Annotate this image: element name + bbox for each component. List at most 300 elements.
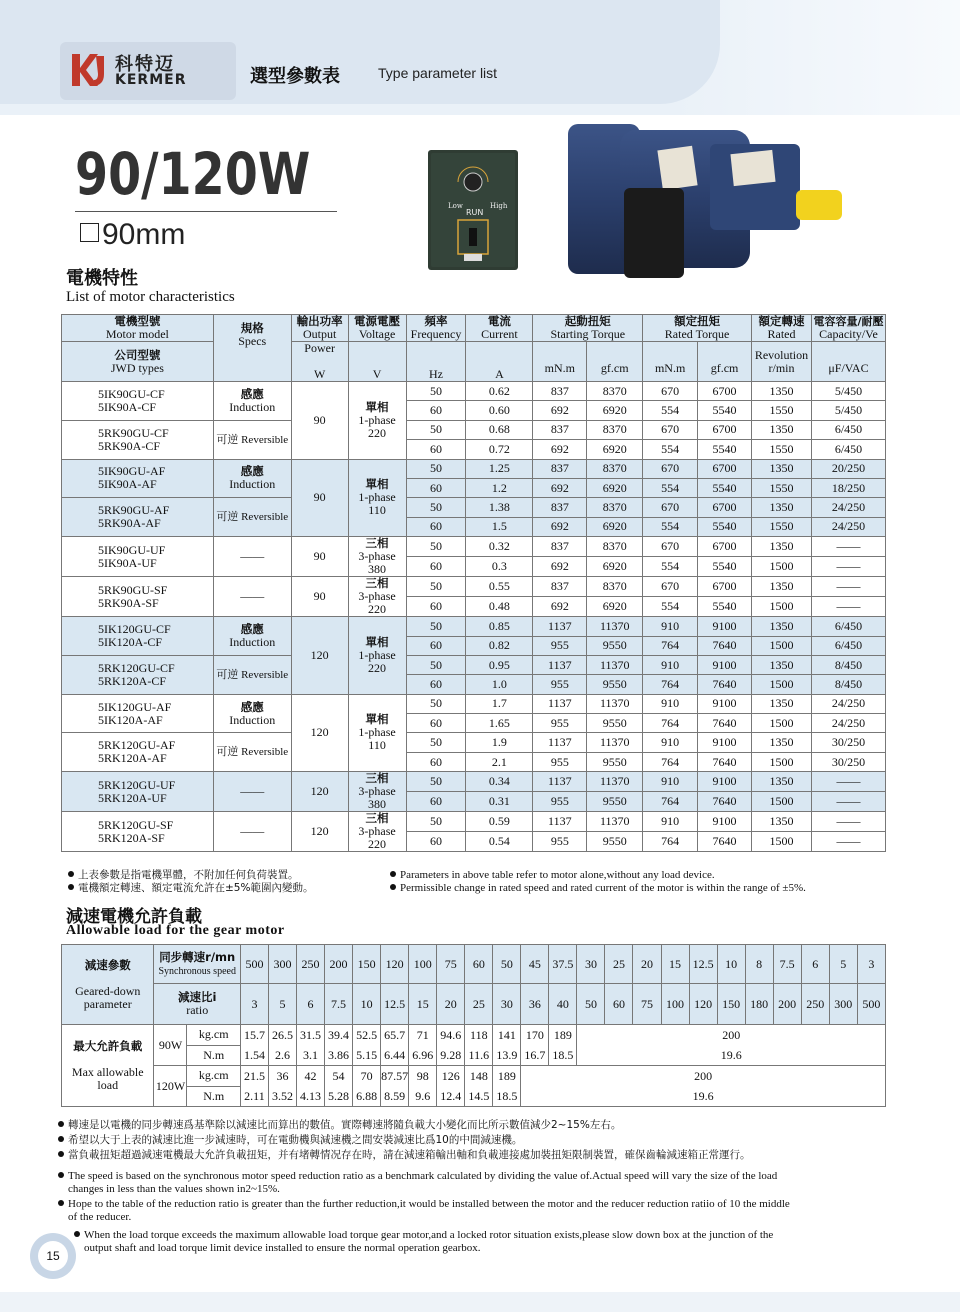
value-cell: 955 — [533, 675, 587, 694]
load-cell — [297, 1066, 325, 1107]
value-cell: 1500 — [752, 597, 812, 617]
load-nm: 3.86 — [328, 1047, 350, 1062]
unit-kgcm: kg.cm — [187, 1066, 239, 1087]
value-cell: 8370 — [587, 459, 643, 478]
value-cell: 9100 — [698, 772, 752, 792]
value-cell: 554 — [643, 597, 698, 617]
header-current-cn: 電流 — [487, 314, 511, 328]
unit-stack — [187, 1025, 239, 1065]
model-name: 5IK90GU-CF — [98, 386, 165, 401]
load-cell — [577, 1025, 886, 1066]
value-cell: —— — [811, 537, 885, 557]
voltage-cell — [348, 537, 406, 577]
note4-en — [58, 1198, 868, 1224]
value-cell: 692 — [533, 478, 587, 497]
ratio-cell: 250 — [801, 984, 829, 1025]
value-cell: —— — [811, 792, 885, 812]
value-cell: 6700 — [698, 420, 752, 439]
value-cell: 11370 — [587, 694, 643, 713]
voltage-cell — [348, 812, 406, 852]
note3-cn — [58, 1119, 621, 1132]
load-nm: 2.6 — [274, 1047, 290, 1062]
speed-cell: 6 — [801, 945, 829, 984]
voltage-text: 1-phase — [358, 412, 396, 427]
model-name: 5RK120GU-SF — [98, 817, 174, 832]
ratio-cell: 500 — [857, 984, 885, 1025]
value-cell: 910 — [643, 694, 698, 713]
value-cell: 6920 — [587, 401, 643, 420]
speed-cell: 5 — [829, 945, 857, 984]
value-cell: 6920 — [587, 597, 643, 617]
voltage-cell — [348, 382, 406, 460]
page-number: 15 — [38, 1241, 68, 1271]
specs-text: 可逆 Reversible — [216, 746, 289, 759]
value-cell: 7640 — [698, 752, 752, 771]
value-cell: 6700 — [698, 382, 752, 401]
power-cell: 120 — [291, 694, 348, 772]
value-cell: 955 — [533, 714, 587, 733]
value-cell: 18/250 — [811, 478, 885, 497]
value-cell: 8370 — [587, 420, 643, 439]
ratio-cell: 100 — [661, 984, 689, 1025]
value-cell: 24/250 — [811, 498, 885, 517]
note2-cn-text: 電機額定轉速、額定電流允許在±5%範圍內變動。 — [78, 882, 314, 894]
model-cell — [62, 655, 214, 694]
load-cell — [465, 1066, 493, 1107]
value-cell: 0.60 — [466, 401, 533, 420]
bullet-icon — [390, 884, 396, 890]
load-cell — [409, 1025, 437, 1066]
param-en1: Geared-down — [75, 983, 141, 998]
model-name: 5RK120GU-AF — [98, 738, 176, 753]
speed-cell: 30 — [577, 945, 605, 984]
load-kg: 15.7 — [243, 1027, 265, 1042]
table-row — [62, 577, 886, 597]
specs-text: 可逆 Reversible — [216, 433, 289, 446]
table-row — [62, 382, 886, 401]
value-cell: 955 — [533, 636, 587, 655]
value-cell: 910 — [643, 733, 698, 752]
page-title-en: Type parameter list — [378, 65, 498, 81]
voltage-text: 三相 — [365, 576, 389, 591]
bullet-icon — [58, 1121, 64, 1127]
value-cell: 1.9 — [466, 733, 533, 752]
value-cell: 1550 — [752, 401, 812, 420]
value-cell: 1137 — [533, 694, 587, 713]
load-nm: 3.1 — [303, 1047, 319, 1062]
speed-cell: 100 — [409, 945, 437, 984]
header-rated-mnm: mN.m — [654, 360, 686, 375]
value-cell: 0.32 — [466, 537, 533, 557]
value-cell: 6700 — [698, 459, 752, 478]
ratio-cell: 25 — [465, 984, 493, 1025]
value-cell: 7640 — [698, 636, 752, 655]
model-name: 5RK120GU-UF — [98, 777, 176, 792]
value-cell: 24/250 — [811, 714, 885, 733]
bullet-icon — [68, 884, 74, 890]
header-output-en: Output — [302, 327, 337, 341]
load-nm: 8.59 — [384, 1088, 406, 1103]
value-cell: 60 — [406, 714, 466, 733]
ratio-row — [62, 984, 886, 1025]
value-cell: 910 — [643, 772, 698, 792]
value-cell: 11370 — [587, 617, 643, 636]
value-cell: 5540 — [698, 597, 752, 617]
bullet-icon — [390, 871, 396, 877]
value-cell: 7640 — [698, 792, 752, 812]
value-cell: 50 — [406, 498, 466, 517]
load-row-kgcm — [62, 1025, 886, 1066]
specs-text: Induction — [229, 477, 276, 492]
note4-en-text-a: Hope to the table of the reduction ratio is greater than the further reduction,it would be installed between the motor and the reducer reduction ratiio of 10 the middle — [68, 1198, 790, 1210]
header-rated-cn: 額定扭矩 — [674, 314, 721, 328]
specs-cell — [213, 655, 291, 694]
speed-cell: 200 — [325, 945, 353, 984]
voltage-text: 220 — [368, 602, 387, 617]
load-nm: 1.54 — [243, 1047, 265, 1062]
load-en1: Max allowable — [71, 1064, 144, 1079]
value-cell: —— — [811, 557, 885, 577]
load-max-nm: 19.6 — [720, 1047, 742, 1062]
note5-cn — [58, 1149, 751, 1162]
value-cell: 9550 — [587, 832, 643, 852]
model-cell — [62, 537, 214, 577]
value-cell: 11370 — [587, 812, 643, 832]
value-cell: 1137 — [533, 617, 587, 636]
allowable-load-table — [61, 944, 886, 1107]
value-cell: 0.68 — [466, 420, 533, 439]
value-cell: 9100 — [698, 617, 752, 636]
speed-cell: 10 — [717, 945, 745, 984]
param-en2: parameter — [83, 996, 132, 1011]
load-kg: 189 — [553, 1027, 572, 1042]
model-name: 5IK90A-AF — [98, 477, 157, 492]
header-power: Power — [304, 341, 335, 355]
specs-cell — [213, 537, 291, 577]
specs-cell — [213, 382, 291, 421]
value-cell: 50 — [406, 420, 466, 439]
table-row — [62, 420, 886, 439]
load-nm: 5.28 — [328, 1088, 350, 1103]
value-cell: 1.7 — [466, 694, 533, 713]
value-cell: 5540 — [698, 517, 752, 536]
value-cell: 0.3 — [466, 557, 533, 577]
voltage-cell — [348, 459, 406, 537]
load-nm: 6.88 — [356, 1088, 378, 1103]
value-cell: 11370 — [587, 655, 643, 674]
value-cell: 955 — [533, 752, 587, 771]
voltage-text: 380 — [368, 797, 387, 812]
value-cell: 5/450 — [811, 382, 885, 401]
value-cell: 692 — [533, 597, 587, 617]
voltage-text: 220 — [368, 660, 387, 675]
speed-cell: 500 — [240, 945, 268, 984]
power-cell: 90 — [291, 537, 348, 577]
kermer-logo-icon — [68, 50, 112, 90]
value-cell: 6/450 — [811, 617, 885, 636]
model-name: 5IK120GU-AF — [98, 699, 172, 714]
model-name: 5RK90GU-AF — [98, 503, 170, 518]
value-cell: 764 — [643, 752, 698, 771]
header-freq-cn: 頻率 — [424, 314, 448, 328]
value-cell: 30/250 — [811, 752, 885, 771]
value-cell: 9550 — [587, 792, 643, 812]
speed-cell: 12.5 — [689, 945, 717, 984]
power-label-cell — [154, 1066, 240, 1107]
value-cell: 20/250 — [811, 459, 885, 478]
value-cell: 764 — [643, 792, 698, 812]
header-freq-en: Frequency — [410, 327, 462, 341]
value-cell: 670 — [643, 382, 698, 401]
voltage-text: 1-phase — [358, 647, 396, 662]
header-model-cn: 電機型號 — [114, 314, 161, 328]
value-cell: 1500 — [752, 792, 812, 812]
value-cell: 1.38 — [466, 498, 533, 517]
value-cell: 1500 — [752, 752, 812, 771]
voltage-text: 3-phase — [358, 824, 396, 839]
value-cell: 1500 — [752, 832, 812, 852]
specs-text: 感應 — [240, 622, 264, 637]
load-cell — [297, 1025, 325, 1066]
bullet-icon — [68, 871, 74, 877]
value-cell: 60 — [406, 401, 466, 420]
value-cell: 60 — [406, 597, 466, 617]
load-kg: 31.5 — [300, 1027, 322, 1042]
value-cell: 0.59 — [466, 812, 533, 832]
voltage-text: 380 — [368, 562, 387, 577]
value-cell: 8370 — [587, 498, 643, 517]
table-row — [62, 694, 886, 713]
model-cell — [62, 733, 214, 772]
load-cell — [381, 1025, 409, 1066]
table-row — [62, 655, 886, 674]
value-cell: 50 — [406, 655, 466, 674]
voltage-text: 1-phase — [358, 490, 396, 505]
gear-section-title-cn: 減速電機允許負載 — [66, 907, 202, 927]
value-cell: 670 — [643, 498, 698, 517]
note4-cn-text: 希望以大于上表的減速比進一步減速時，可在電動機與減速機之間安裝減速比爲10的中間減速機。 — [68, 1134, 523, 1146]
value-cell: 837 — [533, 577, 587, 597]
specs-cell — [213, 694, 291, 733]
voltage-text: 3-phase — [358, 589, 396, 604]
value-cell: 692 — [533, 401, 587, 420]
model-cell — [62, 498, 214, 537]
value-cell: 0.48 — [466, 597, 533, 617]
frame-size — [80, 218, 185, 252]
load-kg: 36 — [276, 1068, 289, 1083]
load-nm: 13.9 — [496, 1047, 518, 1062]
value-cell: 60 — [406, 832, 466, 852]
load-nm: 9.28 — [440, 1047, 462, 1062]
param-cell — [62, 945, 154, 1025]
value-cell: 60 — [406, 752, 466, 771]
header-specs-cn: 規格 — [240, 321, 264, 335]
value-cell: 1350 — [752, 577, 812, 597]
table-row — [62, 772, 886, 792]
model-cell — [62, 772, 214, 812]
load-kg: 141 — [497, 1027, 516, 1042]
value-cell: 60 — [406, 636, 466, 655]
power-label-cell — [154, 1025, 240, 1066]
ratio-cell: 75 — [633, 984, 661, 1025]
model-cell — [62, 694, 214, 733]
load-nm: 2.11 — [244, 1088, 265, 1103]
load-cell — [409, 1066, 437, 1107]
model-name: 5IK90GU-AF — [98, 464, 166, 479]
load-cell — [493, 1066, 521, 1107]
load-kg: 54 — [332, 1068, 345, 1083]
ratio-cell: 3 — [240, 984, 268, 1025]
value-cell: 0.31 — [466, 792, 533, 812]
voltage-text: 220 — [368, 425, 387, 440]
specs-text: Induction — [229, 635, 276, 650]
value-cell: 1350 — [752, 733, 812, 752]
speed-cell: 15 — [661, 945, 689, 984]
value-cell: 0.82 — [466, 636, 533, 655]
load-cell — [465, 1025, 493, 1066]
value-cell: 60 — [406, 675, 466, 694]
header-cap-en: Capacity/Ve — [819, 327, 878, 341]
value-cell: 910 — [643, 617, 698, 636]
value-cell: —— — [811, 577, 885, 597]
speed-cell: 45 — [521, 945, 549, 984]
specs-cell — [213, 812, 291, 852]
value-cell: 6/450 — [811, 420, 885, 439]
unit-stack — [187, 1066, 239, 1106]
load-max-nm: 19.6 — [692, 1088, 714, 1103]
note2-en — [390, 882, 806, 895]
value-cell: 554 — [643, 440, 698, 459]
value-cell: 955 — [533, 832, 587, 852]
load-nm: 18.5 — [552, 1047, 574, 1062]
speed-controller-image — [428, 150, 518, 270]
note1-en-text: Parameters in above table refer to motor alone,without any load device. — [400, 869, 715, 881]
value-cell: 6920 — [587, 517, 643, 536]
value-cell: 670 — [643, 420, 698, 439]
header-jwd-cn: 公司型號 — [114, 347, 161, 362]
value-cell: 1350 — [752, 382, 812, 401]
load-kg: 118 — [470, 1027, 488, 1042]
frame-size-value: 90mm — [102, 218, 186, 251]
value-cell: 0.54 — [466, 832, 533, 852]
value-cell: 2.1 — [466, 752, 533, 771]
value-cell: 5540 — [698, 557, 752, 577]
value-cell: 50 — [406, 733, 466, 752]
sync-cn: 同步轉速r/mn — [159, 949, 236, 964]
power-cell: 120 — [291, 617, 348, 695]
load-kg: 52.5 — [356, 1027, 378, 1042]
load-nm: 5.15 — [356, 1047, 378, 1062]
ratio-cell: 200 — [773, 984, 801, 1025]
value-cell: 5540 — [698, 401, 752, 420]
value-cell: —— — [811, 832, 885, 852]
value-cell: 6/450 — [811, 440, 885, 459]
ratio-cell: 7.5 — [325, 984, 353, 1025]
header-start-gfcm: gf.cm — [600, 360, 629, 375]
value-cell: 5/450 — [811, 401, 885, 420]
value-cell: —— — [811, 772, 885, 792]
value-cell: 50 — [406, 537, 466, 557]
load-kg: 148 — [469, 1068, 488, 1083]
note5-en-text-a: When the load torque exceeds the maximum allowable load torque gear motor,and a locked rotor situation exists,please slow down box at the junction of the — [84, 1229, 774, 1241]
value-cell: —— — [811, 597, 885, 617]
ratio-cell: 6 — [297, 984, 325, 1025]
value-cell: 554 — [643, 401, 698, 420]
ratio-cell: 36 — [521, 984, 549, 1025]
table-header-row — [62, 315, 886, 342]
value-cell: 50 — [406, 772, 466, 792]
value-cell: 6700 — [698, 577, 752, 597]
value-cell: 60 — [406, 792, 466, 812]
value-cell: 9550 — [587, 675, 643, 694]
specs-text: Induction — [229, 712, 276, 727]
power-cell: 90 — [291, 382, 348, 460]
ratio-cell: 150 — [717, 984, 745, 1025]
model-name: 5RK90A-SF — [98, 595, 159, 610]
value-cell: 60 — [406, 478, 466, 497]
value-cell: 6/450 — [811, 636, 885, 655]
value-cell: 9100 — [698, 733, 752, 752]
power-cell: 120 — [291, 812, 348, 852]
table-header-row-2 — [62, 342, 886, 382]
value-cell: 0.62 — [466, 382, 533, 401]
value-cell: 1137 — [533, 772, 587, 792]
load-kg: 39.4 — [328, 1027, 350, 1042]
unit-kgcm: kg.cm — [187, 1025, 239, 1046]
note1-en — [390, 869, 715, 882]
value-cell: 8/450 — [811, 655, 885, 674]
model-cell — [62, 617, 214, 656]
value-cell: 670 — [643, 459, 698, 478]
load-kg: 65.7 — [384, 1027, 406, 1042]
value-cell: 1350 — [752, 420, 812, 439]
value-cell: 11370 — [587, 733, 643, 752]
header-output-cn: 輸出功率 — [296, 314, 343, 328]
header-start-mnm: mN.m — [544, 360, 575, 375]
power-label: 90W — [154, 1025, 187, 1065]
specs-cell — [213, 498, 291, 537]
voltage-text: 單相 — [365, 477, 389, 492]
value-cell: 764 — [643, 636, 698, 655]
note3-en-text-a: The speed is based on the synchronous motor speed reduction ratio as a benchmark calculated by dividing the value of.Actual speed will vary the size of the load — [68, 1170, 778, 1182]
ratio-cn: 減速比i — [177, 990, 217, 1004]
load-max-kg: 200 — [722, 1027, 741, 1042]
load-nm: 3.52 — [271, 1088, 293, 1103]
motor-section-title-cn: 電機特性 — [66, 268, 138, 289]
value-cell: 0.34 — [466, 772, 533, 792]
load-kg: 70 — [360, 1068, 373, 1083]
note5-en-text-b: output shaft and load torque limit device installed to ensure the normal operation gearbox. — [84, 1242, 481, 1254]
power-cell: 120 — [291, 772, 348, 812]
note1-cn — [68, 869, 299, 882]
value-cell: 6920 — [587, 557, 643, 577]
note2-cn — [68, 882, 313, 895]
voltage-cell — [348, 577, 406, 617]
value-cell: 1500 — [752, 557, 812, 577]
ratio-cell: 120 — [689, 984, 717, 1025]
ratio-en: ratio — [186, 1003, 209, 1017]
speed-cell: 7.5 — [773, 945, 801, 984]
speed-cell: 60 — [465, 945, 493, 984]
load-cell — [325, 1025, 353, 1066]
voltage-text: 三相 — [365, 811, 389, 826]
value-cell: 692 — [533, 517, 587, 536]
voltage-text: 三相 — [365, 536, 389, 551]
header-cap-unit: μF/VAC — [828, 360, 869, 375]
load-cell — [353, 1066, 381, 1107]
value-cell: 6920 — [587, 440, 643, 459]
value-cell: 1550 — [752, 440, 812, 459]
